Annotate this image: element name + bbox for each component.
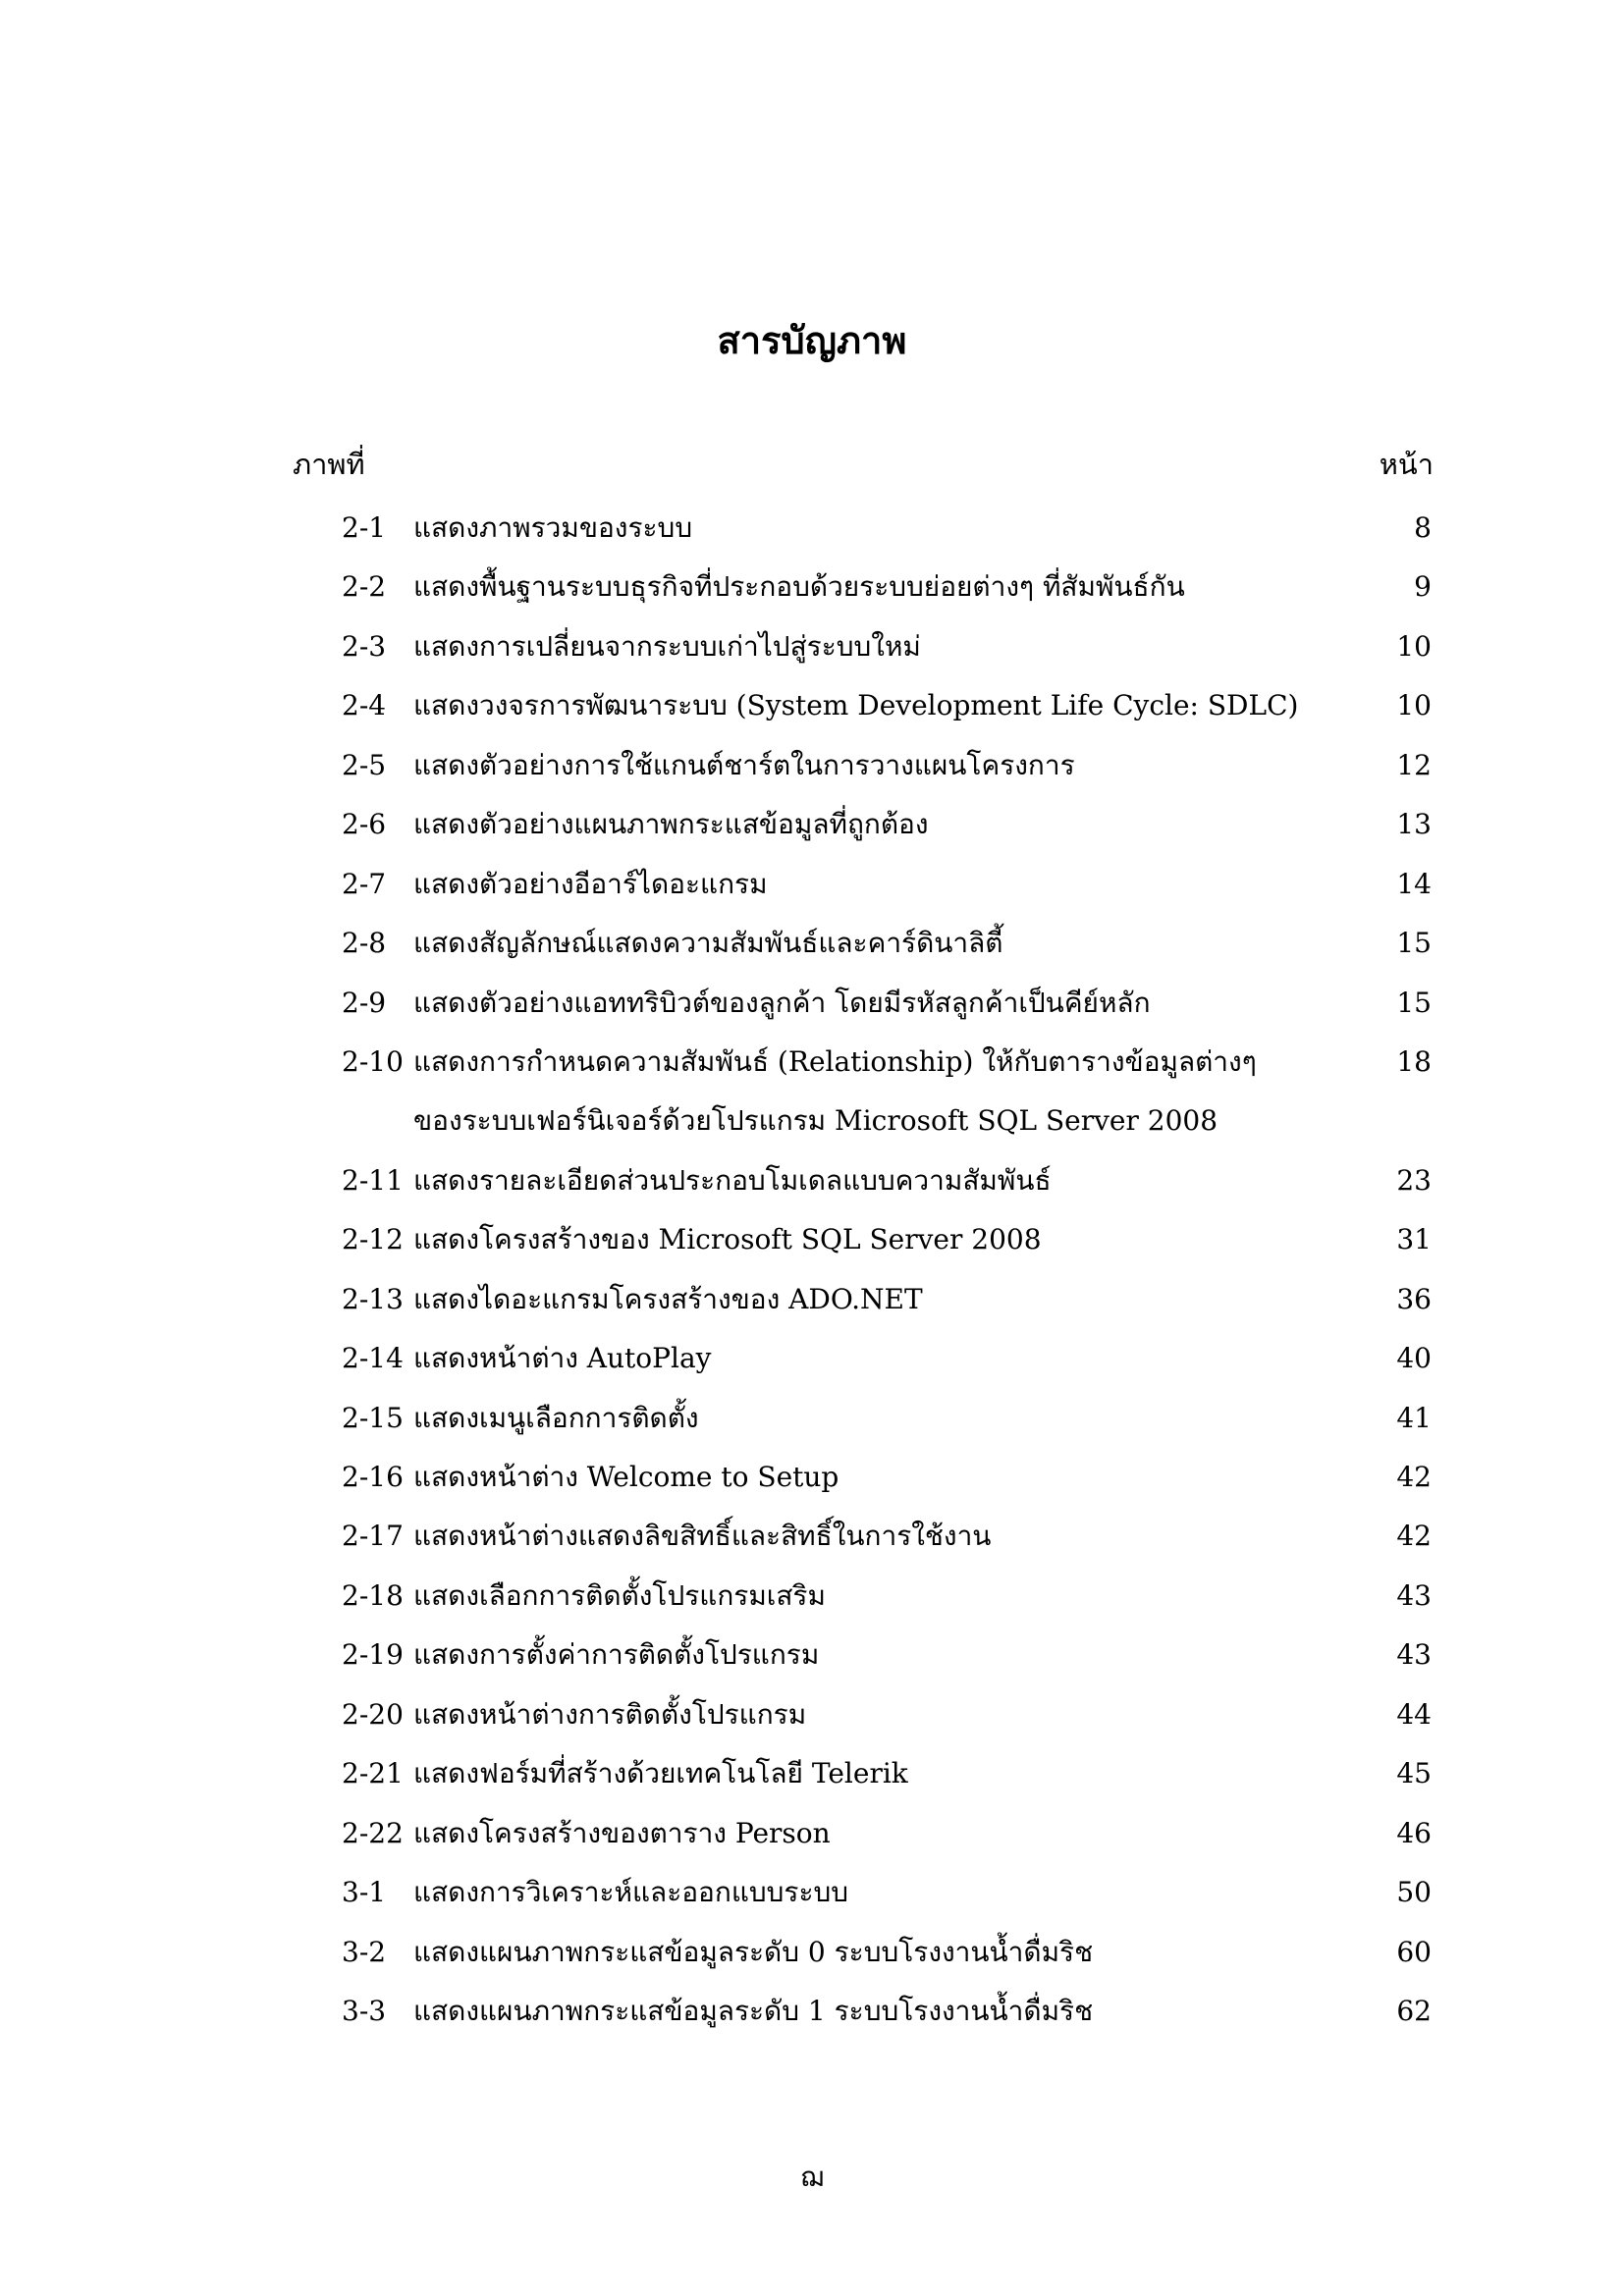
figure-number: 2-3 (342, 629, 387, 663)
page-column-header: หน้า (1379, 448, 1434, 481)
figure-title: แสดงโครงสร้างของตาราง Person (413, 1816, 831, 1849)
figure-number: 2-8 (342, 927, 387, 960)
figure-page: 36 (1396, 1282, 1432, 1315)
figure-title: แสดงพื้นฐานระบบธุรกิจที่ประกอบด้วยระบบย่อยต่างๆ ที่สัมพันธ์กัน (413, 570, 1185, 604)
toc-entry (0, 1270, 1624, 1329)
figure-page: 23 (1396, 1163, 1432, 1197)
figure-number: 2-19 (342, 1638, 404, 1672)
figure-title: แสดงการเปลี่ยนจากระบบเก่าไปสู่ระบบใหม่ (413, 629, 921, 663)
figure-title: แสดงไดอะแกรมโครงสร้างของ ADO.NET (413, 1282, 923, 1315)
figure-number: 2-6 (342, 808, 387, 841)
figure-title: แสดงแผนภาพกระแสข้อมูลระดับ 0 ระบบโรงงานน้ำดื่มริช (413, 1935, 1094, 1968)
figure-page: 50 (1396, 1876, 1432, 1909)
figure-page: 42 (1396, 1461, 1432, 1493)
figure-title: แสดงหน้าต่างแสดงลิขสิทธิ์และสิทธิ์ในการใช้งาน (413, 1520, 992, 1553)
toc-entry (0, 1863, 1624, 1922)
figure-page: 40 (1396, 1342, 1432, 1375)
figure-title: แสดงหน้าต่างการติดตั้งโปรแกรม (413, 1697, 807, 1731)
figure-number: 2-9 (342, 986, 387, 1019)
figure-page: 10 (1396, 689, 1432, 722)
figure-number: 2-2 (342, 570, 387, 604)
figure-column-header: ภาพที่ (293, 448, 365, 481)
figure-number: 2-15 (342, 1401, 404, 1434)
figure-page: 60 (1396, 1935, 1432, 1968)
figure-number: 3-2 (342, 1935, 387, 1968)
toc-entry (0, 1567, 1624, 1626)
toc-entry (0, 1507, 1624, 1566)
figure-title: แสดงตัวอย่างแอททริบิวต์ของลูกค้า โดยมีรหัสลูกค้าเป็นคีย์หลัก (413, 986, 1151, 1019)
toc-entry (0, 795, 1624, 854)
figure-number: 2-21 (342, 1757, 404, 1790)
figure-page: 14 (1396, 867, 1432, 900)
figure-title: แสดงการตั้งค่าการติดตั้งโปรแกรม (413, 1638, 820, 1672)
figure-title: แสดงตัวอย่างอีอาร์ไดอะแกรม (413, 867, 768, 900)
figure-number: 2-10 (342, 1044, 404, 1078)
figure-number: 2-13 (342, 1282, 404, 1315)
toc-entry (0, 617, 1624, 676)
figure-page: 12 (1396, 748, 1432, 781)
figure-number: 2-11 (342, 1163, 404, 1197)
figure-page: 15 (1396, 986, 1432, 1019)
toc-entry (0, 1982, 1624, 2041)
toc-entry (0, 1744, 1624, 1803)
figure-page: 45 (1396, 1757, 1432, 1790)
table-of-figures (0, 499, 1624, 2041)
toc-entry (0, 499, 1624, 558)
toc-entry (0, 1210, 1624, 1269)
figure-page: 46 (1396, 1816, 1432, 1849)
figure-page: 43 (1396, 1578, 1432, 1612)
figure-number: 2-12 (342, 1223, 404, 1256)
figure-title: แสดงแผนภาพกระแสข้อมูลระดับ 1 ระบบโรงงานน้ำดื่มริช (413, 1994, 1094, 2027)
figure-page: 44 (1396, 1697, 1432, 1731)
toc-entry (0, 1329, 1624, 1388)
figure-page: 13 (1396, 808, 1432, 841)
figure-title: ของระบบเฟอร์นิเจอร์ด้วยโปรแกรม Microsoft SQL Server 2008 (413, 1104, 1218, 1138)
toc-entry (0, 1448, 1624, 1507)
figure-title: แสดงตัวอย่างการใช้แกนต์ชาร์ตในการวางแผนโครงการ (413, 748, 1075, 781)
toc-entry (0, 1033, 1624, 1092)
figure-number: 2-17 (342, 1520, 404, 1553)
figure-title: แสดงสัญลักษณ์แสดงความสัมพันธ์และคาร์ดินาลิตี้ (413, 927, 1003, 960)
figure-page: 9 (1414, 570, 1432, 604)
figure-title: แสดงหน้าต่าง Welcome to Setup (413, 1461, 839, 1493)
figure-title: แสดงการวิเคราะห์และออกแบบระบบ (413, 1876, 849, 1909)
figure-number: 2-14 (342, 1342, 404, 1375)
figure-number: 3-3 (342, 1994, 387, 2027)
figure-title: แสดงหน้าต่าง AutoPlay (413, 1342, 712, 1375)
figure-number: 2-20 (342, 1697, 404, 1731)
toc-entry (0, 914, 1624, 973)
figure-number: 2-7 (342, 867, 387, 900)
figure-number: 2-5 (342, 748, 387, 781)
figure-title: แสดงโครงสร้างของ Microsoft SQL Server 2008 (413, 1223, 1042, 1256)
figure-number: 2-16 (342, 1461, 404, 1493)
toc-entry (0, 855, 1624, 914)
figure-page: 10 (1396, 629, 1432, 663)
toc-entry (0, 736, 1624, 795)
toc-entry (0, 1804, 1624, 1863)
toc-entry (0, 1626, 1624, 1684)
page-title: สารบัญภาพ (717, 318, 907, 362)
figure-number: 2-18 (342, 1578, 404, 1612)
figure-title: แสดงวงจรการพัฒนาระบบ (System Development Life Cycle: SDLC) (413, 689, 1299, 722)
figure-title: แสดงรายละเอียดส่วนประกอบโมเดลแบบความสัมพันธ์ (413, 1163, 1052, 1197)
toc-entry (0, 676, 1624, 735)
toc-entry (0, 1151, 1624, 1210)
figure-title: แสดงเมนูเลือกการติดตั้ง (413, 1401, 699, 1434)
figure-page: 31 (1396, 1223, 1432, 1256)
figure-page: 8 (1414, 511, 1432, 544)
toc-entry (0, 1389, 1624, 1448)
figure-title: แสดงฟอร์มที่สร้างด้วยเทคโนโลยี Telerik (413, 1757, 908, 1790)
figure-page: 43 (1396, 1638, 1432, 1672)
figure-title: แสดงเลือกการติดตั้งโปรแกรมเสริม (413, 1578, 826, 1612)
figure-title: แสดงการกำหนดความสัมพันธ์ (Relationship) ให้กับตารางข้อมูลต่างๆ (413, 1044, 1257, 1078)
figure-page: 62 (1396, 1994, 1432, 2027)
figure-title: แสดงภาพรวมของระบบ (413, 511, 693, 544)
toc-entry (0, 1923, 1624, 1982)
figure-number: 3-1 (342, 1876, 387, 1909)
toc-entry (0, 974, 1624, 1033)
figure-page: 41 (1396, 1401, 1432, 1434)
figure-number: 2-4 (342, 689, 387, 722)
toc-entry (0, 1685, 1624, 1744)
toc-entry-continuation (0, 1092, 1624, 1150)
figure-number: 2-22 (342, 1816, 404, 1849)
page-number: ฌ (800, 2161, 824, 2193)
figure-page: 18 (1396, 1044, 1432, 1078)
figure-title: แสดงตัวอย่างแผนภาพกระแสข้อมูลที่ถูกต้อง (413, 808, 929, 841)
figure-page: 15 (1396, 927, 1432, 960)
figure-page: 42 (1396, 1520, 1432, 1553)
figure-number: 2-1 (342, 511, 387, 544)
toc-entry (0, 558, 1624, 616)
